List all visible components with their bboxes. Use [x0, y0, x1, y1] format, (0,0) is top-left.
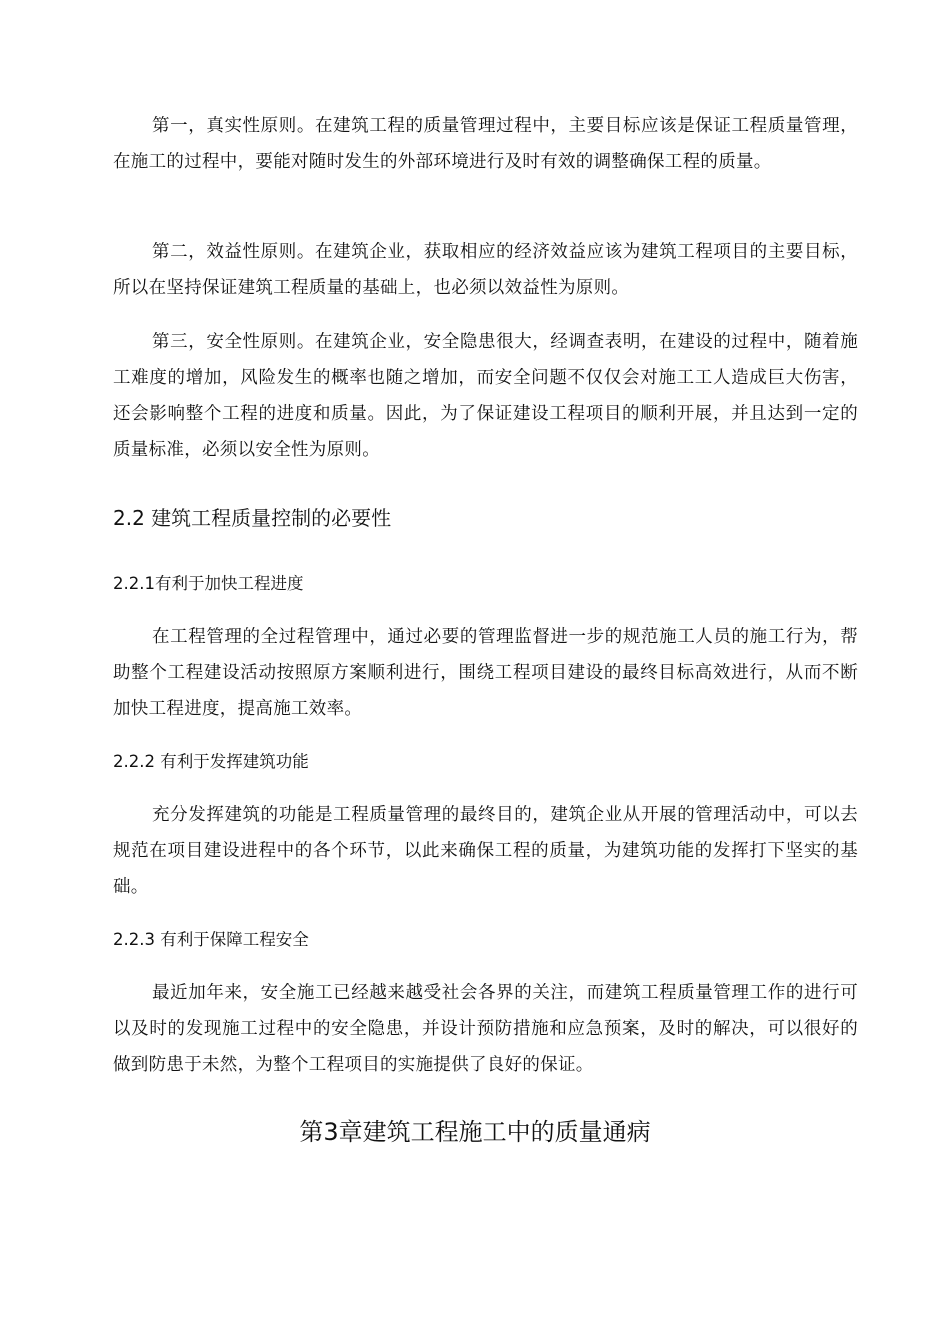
subsection-heading-2-2-2: 2.2.2 有利于发挥建筑功能: [113, 752, 309, 771]
paragraph-safety: 最近加年来，安全施工已经越来越受社会各界的关注，而建筑工程质量管理工作的进行可以及时的发现施工过程中的安全隐患，并设计预防措施和应急预案，及时的解决，可以很好的做到防患于未然，为整个工程项目的实施提供了良好的保证。: [113, 983, 858, 1075]
paragraph-safety-principle: 第三，安全性原则。在建筑企业，安全隐患很大，经调查表明，在建设的过程中，随着施工难度的增加，风险发生的概率也随之增加，而安全问题不仅仅会对施工工人造成巨大伤害，还会影响整个工程的进度和质量。因此，为了保证建设工程项目的顺利开展，并且达到一定的质量标准，必须以安全性为原则。: [113, 332, 858, 460]
paragraph-authenticity-principle: 第一，真实性原则。在建筑工程的质量管理过程中，主要目标应该是保证工程质量管理，在施工的过程中，要能对随时发生的外部环境进行及时有效的调整确保工程的质量。: [113, 116, 858, 172]
section-heading-2-2: 2.2 建筑工程质量控制的必要性: [113, 506, 392, 530]
chapter-heading-3: 第3章建筑工程施工中的质量通病: [299, 1118, 651, 1146]
subsection-heading-2-2-1: 2.2.1有利于加快工程进度: [113, 574, 304, 593]
paragraph-function: 充分发挥建筑的功能是工程质量管理的最终目的，建筑企业从开展的管理活动中，可以去规范在项目建设进程中的各个环节，以此来确保工程的质量，为建筑功能的发挥打下坚实的基础。: [113, 805, 858, 897]
paragraph-progress: 在工程管理的全过程管理中，通过必要的管理监督进一步的规范施工人员的施工行为，帮助整个工程建设活动按照原方案顺利进行，围绕工程项目建设的最终目标高效进行，从而不断加快工程进度，提高施工效率。: [113, 627, 858, 719]
subsection-heading-2-2-3: 2.2.3 有利于保障工程安全: [113, 930, 309, 949]
paragraph-benefit-principle: 第二，效益性原则。在建筑企业，获取相应的经济效益应该为建筑工程项目的主要目标，所以在坚持保证建筑工程质量的基础上，也必须以效益性为原则。: [113, 242, 858, 298]
